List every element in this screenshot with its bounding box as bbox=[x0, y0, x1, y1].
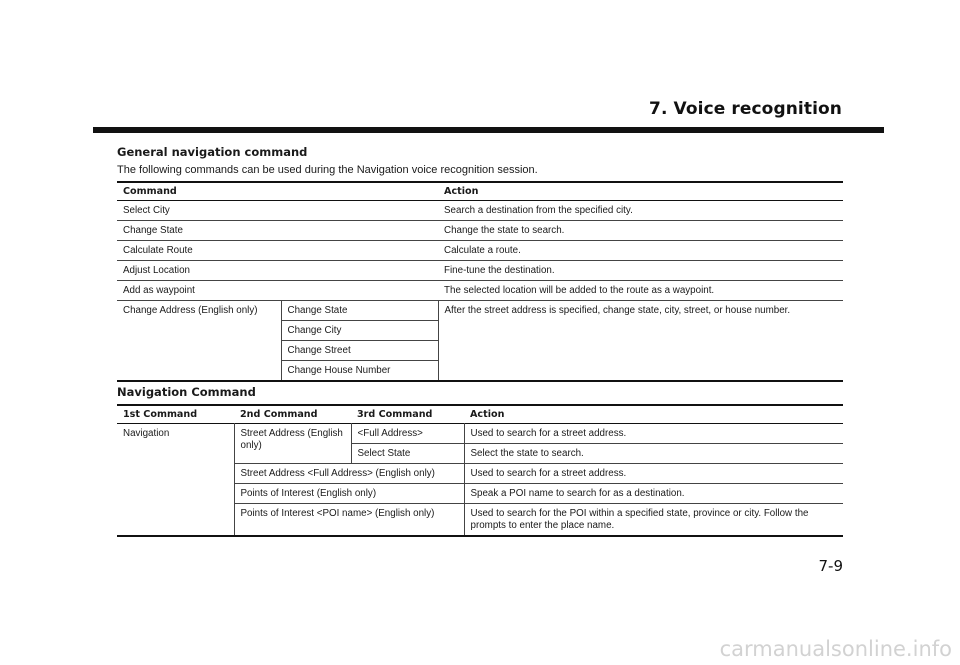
table-row bbox=[117, 424, 843, 444]
watermark: carmanualsonline.info bbox=[719, 637, 952, 661]
third-command-cell: Select State bbox=[351, 444, 464, 464]
command-cell: Adjust Location bbox=[123, 265, 190, 276]
action-cell: After the street address is specified, change state, city, street, or house number. bbox=[438, 301, 843, 382]
subcommand-cell: Change House Number bbox=[281, 361, 438, 382]
table-row bbox=[117, 241, 843, 261]
second-command-cell: Street Address (English only) bbox=[234, 424, 351, 464]
command-cell: Add as waypoint bbox=[123, 285, 195, 296]
column-header-action: Action bbox=[470, 409, 505, 420]
action-cell: The selected location will be added to the route as a waypoint. bbox=[444, 285, 715, 296]
column-header-3rd-command: 3rd Command bbox=[357, 409, 433, 420]
subcommand-cell: Change State bbox=[281, 301, 438, 321]
column-header-action: Action bbox=[444, 186, 479, 197]
action-cell: Calculate a route. bbox=[444, 245, 521, 256]
action-cell: Change the state to search. bbox=[444, 225, 565, 236]
action-cell: Fine-tune the destination. bbox=[444, 265, 555, 276]
column-header-command: Command bbox=[123, 186, 177, 197]
chapter-title: 7. Voice recognition bbox=[649, 99, 842, 119]
command-cell: Change State bbox=[123, 225, 183, 236]
action-cell: Used to search for the POI within a specified state, province or city. Follow the prompts to enter the place name. bbox=[464, 504, 843, 537]
combined-command-cell: Street Address <Full Address> (English only) bbox=[234, 464, 464, 484]
table-row bbox=[117, 281, 843, 301]
table-row bbox=[117, 301, 843, 321]
action-cell: Used to search for a street address. bbox=[464, 424, 843, 444]
command-cell: Change Address (English only) bbox=[123, 305, 258, 316]
action-cell: Used to search for a street address. bbox=[464, 464, 843, 484]
table-row bbox=[117, 261, 843, 281]
column-header-1st-command: 1st Command bbox=[123, 409, 198, 420]
subcommand-cell: Change Street bbox=[281, 341, 438, 361]
page-number: 7-9 bbox=[818, 557, 843, 575]
section-title-general-navigation: General navigation command bbox=[117, 145, 308, 159]
subcommand-cell: Change City bbox=[281, 321, 438, 341]
table-header-row bbox=[117, 182, 843, 201]
table-header-row bbox=[117, 405, 843, 424]
column-header-2nd-command: 2nd Command bbox=[240, 409, 318, 420]
section-intro: The following commands can be used during the Navigation voice recognition session. bbox=[117, 164, 538, 176]
combined-command-cell: Points of Interest (English only) bbox=[234, 484, 464, 504]
command-cell: Calculate Route bbox=[123, 245, 193, 256]
action-cell: Search a destination from the specified city. bbox=[444, 205, 633, 216]
table-row bbox=[117, 221, 843, 241]
action-cell: Select the state to search. bbox=[464, 444, 843, 464]
navigation-command-table bbox=[117, 404, 843, 537]
first-command-cell: Navigation bbox=[123, 428, 170, 439]
header-rule bbox=[93, 127, 884, 133]
section-title-navigation-command: Navigation Command bbox=[117, 385, 256, 399]
table-row bbox=[117, 201, 843, 221]
general-navigation-table bbox=[117, 181, 843, 382]
command-cell: Select City bbox=[123, 205, 170, 216]
third-command-cell: <Full Address> bbox=[351, 424, 464, 444]
action-cell: Speak a POI name to search for as a destination. bbox=[464, 484, 843, 504]
combined-command-cell: Points of Interest <POI name> (English only) bbox=[234, 504, 464, 537]
